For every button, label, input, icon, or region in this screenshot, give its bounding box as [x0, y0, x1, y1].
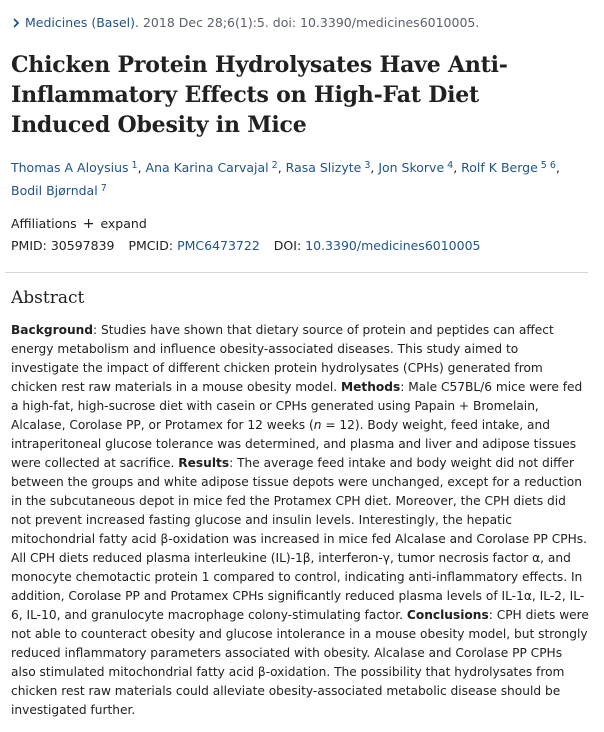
citation-details: 2018 Dec 28;6(1):5. doi: 10.3390/medicines6010005. — [142, 15, 480, 30]
author-name: Thomas A Aloysius — [11, 160, 129, 175]
chevron-right-icon[interactable] — [11, 17, 21, 29]
author-separator: , — [277, 160, 286, 175]
author-separator: , — [137, 160, 146, 175]
author-link[interactable] — [461, 160, 556, 175]
doi-label: DOI: — [273, 238, 302, 253]
pmid-label: PMID: — [11, 238, 47, 253]
affiliations-toggle[interactable] — [11, 215, 591, 233]
author-link[interactable] — [378, 160, 453, 175]
author-link[interactable] — [146, 160, 278, 175]
author-affiliation-ref[interactable]: 4 — [447, 160, 454, 171]
results-label: Results — [178, 456, 230, 470]
author-separator: , — [555, 160, 560, 175]
author-separator: , — [453, 160, 462, 175]
journal-link[interactable]: Medicines (Basel). — [25, 15, 139, 30]
conclusions-label: Conclusions — [406, 608, 489, 622]
background-text: : Studies have shown that dietary source of protein and peptides can affect energy metabolism and influence obesity-associated diseases. This study aimed to investigate the impact of different chicken protein hydrolysates (CPHs) generated from chicken rest raw materials in a mouse obesity model. — [11, 323, 554, 394]
author-name: Jon Skorve — [378, 160, 445, 175]
pmcid-label: PMCID: — [128, 238, 174, 253]
abstract-body — [11, 321, 589, 720]
pmid-value: 30597839 — [50, 238, 115, 253]
affiliations-label: Affiliations — [11, 216, 77, 231]
author-name: Rolf K Berge — [461, 160, 538, 175]
author-affiliation-ref[interactable]: 1 — [131, 160, 138, 171]
identifiers-row — [11, 237, 591, 255]
citation-line — [11, 14, 591, 32]
section-divider — [5, 272, 588, 273]
background-label: Background — [11, 323, 94, 337]
author-affiliation-ref[interactable]: 7 — [100, 183, 107, 194]
author-link[interactable] — [11, 160, 138, 175]
author-list — [11, 155, 586, 201]
author-affiliation-ref[interactable]: 3 — [364, 160, 371, 171]
author-name: Ana Karina Carvajal — [145, 160, 269, 175]
author-name: Rasa Slizyte — [285, 160, 362, 175]
results-text: : The average feed intake and body weight did not differ between the groups and white adipose tissue depots were unchanged, except for a reduction in the subcutaneous depot in mice fed the Protamex CPH diet. Moreover, the CPH diets did not prevent increased fasting glucose and insulin levels. Interestingly, the hepatic mitochondrial fatty acid β-oxidation was increased in mice fed Alcalase and Corolase PP CPHs. All CPH diets reduced plasma interleukine (IL)-1β, interferon-γ, tumor necrosis factor α, and monocyte chemotactic protein 1 compared to control, indicating anti-inflammatory effects. In addition, Corolase PP and Protamex CPHs significantly reduced plasma levels of IL-1α, IL-2, IL-6, IL-10, and granulocyte macrophage colony-stimulating factor. — [11, 456, 587, 622]
doi-link[interactable]: 10.3390/medicines6010005 — [305, 238, 481, 253]
author-affiliation-ref[interactable]: 5 6 — [540, 160, 556, 171]
author-link[interactable] — [286, 160, 371, 175]
abstract-heading: Abstract — [11, 288, 85, 308]
expand-link[interactable]: expand — [100, 216, 147, 231]
author-name: Bodil Bjørndal — [11, 183, 98, 198]
article-page — [11, 14, 591, 732]
article-title: Chicken Protein Hydrolysates Have Anti-Inflammatory Effects on High-Fat Diet Induced Obesity in Mice — [11, 52, 508, 138]
pmcid-link[interactable]: PMC6473722 — [177, 238, 260, 253]
sample-size-symbol: n — [313, 418, 322, 432]
author-link[interactable] — [11, 183, 107, 198]
plus-icon: + — [82, 216, 95, 232]
methods-label: Methods — [340, 380, 401, 394]
author-separator: , — [370, 160, 379, 175]
methods-text: : Male C57BL/6 mice were fed a high-fat, high-sucrose diet with casein or CPHs generated using Papain + Bromelain, Alcalase, Corolase PP, or Protamex for 12 weeks ( — [11, 380, 583, 432]
author-affiliation-ref[interactable]: 2 — [271, 160, 278, 171]
methods-text-continued: = 12). Body weight, feed intake, and intraperitoneal glucose tolerance was determined, and plasma and liver and adipose tissues were collected at sacrifice. — [11, 418, 577, 470]
conclusions-text: : CPH diets were not able to counteract obesity and glucose intolerance in a mouse obesity model, but strongly reduced inflammatory parameters associated with obesity. Alcalase and Corolase PP CPHs also stimulated mitochondrial fatty acid β-oxidation. The possibility that hydrolysates from chicken rest raw materials could alleviate obesity-associated metabolic disease should be investigated further. — [11, 608, 589, 717]
